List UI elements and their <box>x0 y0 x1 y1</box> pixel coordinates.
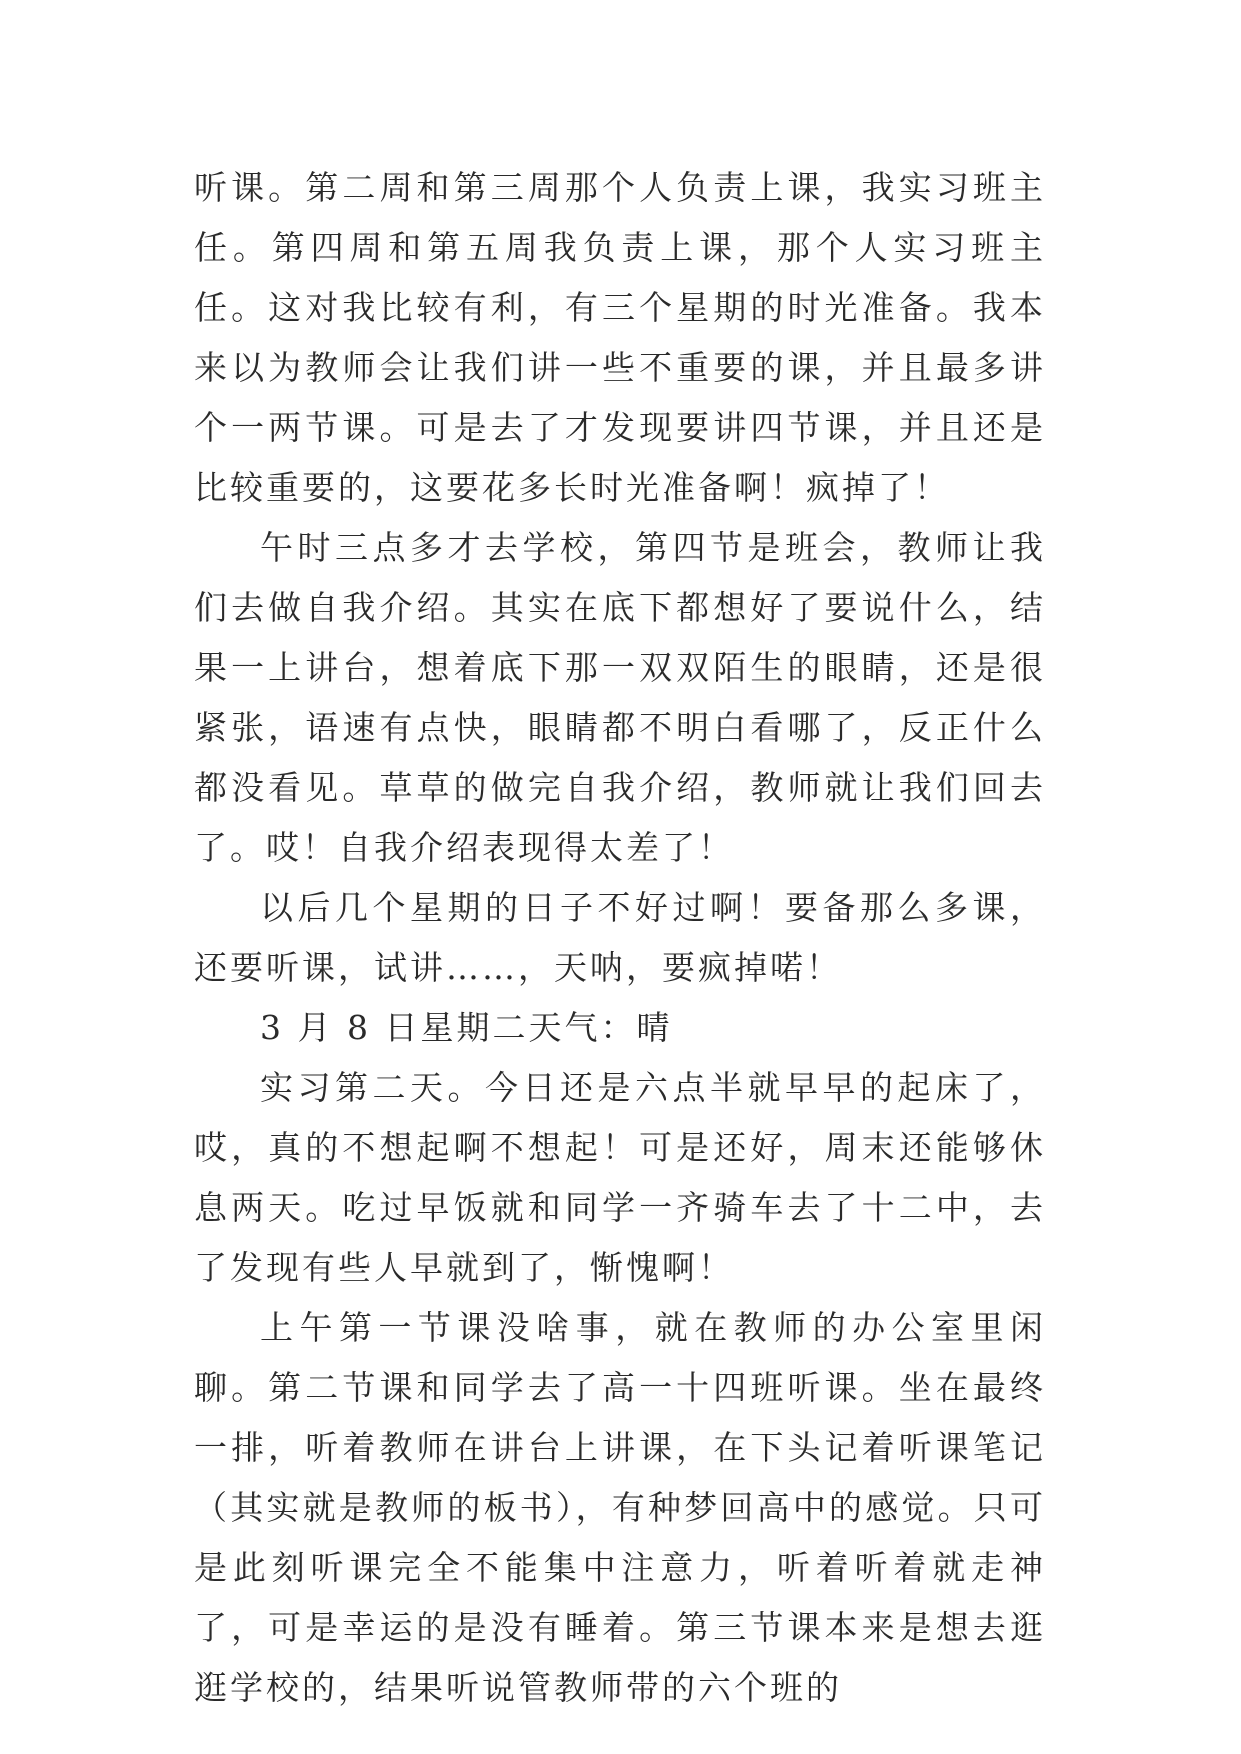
paragraph: 午时三点多才去学校，第四节是班会，教师让我们去做自我介绍。其实在底下都想好了要说什么，结果一上讲台，想着底下那一双双陌生的眼睛，还是很紧张，语速有点快，眼睛都不明白看哪了，反正什么都没看见。草草的做完自我介绍，教师就让我们回去了。哎！自我介绍表现得太差了！ <box>194 528 1046 867</box>
body-text <box>194 158 1046 1718</box>
paragraph: 以后几个星期的日子不好过啊！要备那么多课，还要听课，试讲……，天呐，要疯掉喏！ <box>194 888 1046 987</box>
paragraph: 实习第二天。今日还是六点半就早早的起床了，哎，真的不想起啊不想起！可是还好，周末还能够休息两天。吃过早饭就和同学一齐骑车去了十二中，去了发现有些人早就到了，惭愧啊！ <box>194 1068 1046 1287</box>
diary-date-heading: 3 月 8 日星期二天气：晴 <box>260 1008 673 1047</box>
paragraph: 上午第一节课没啥事，就在教师的办公室里闲聊。第二节课和同学去了高一十四班听课。坐在最终一排，听着教师在讲台上讲课，在下头记着听课笔记（其实就是教师的板书），有种梦回高中的感觉。只可是此刻听课完全不能集中注意力，听着听着就走神了，可是幸运的是没有睡着。第三节课本来是想去逛逛学校的，结果听说管教师带的六个班的 <box>194 1308 1046 1707</box>
paragraph: 听课。第二周和第三周那个人负责上课，我实习班主任。第四周和第五周我负责上课，那个人实习班主任。这对我比较有利，有三个星期的时光准备。我本来以为教师会让我们讲一些不重要的课，并且最多讲个一两节课。可是去了才发现要讲四节课，并且还是比较重要的，这要花多长时光准备啊！疯掉了！ <box>194 168 1046 507</box>
